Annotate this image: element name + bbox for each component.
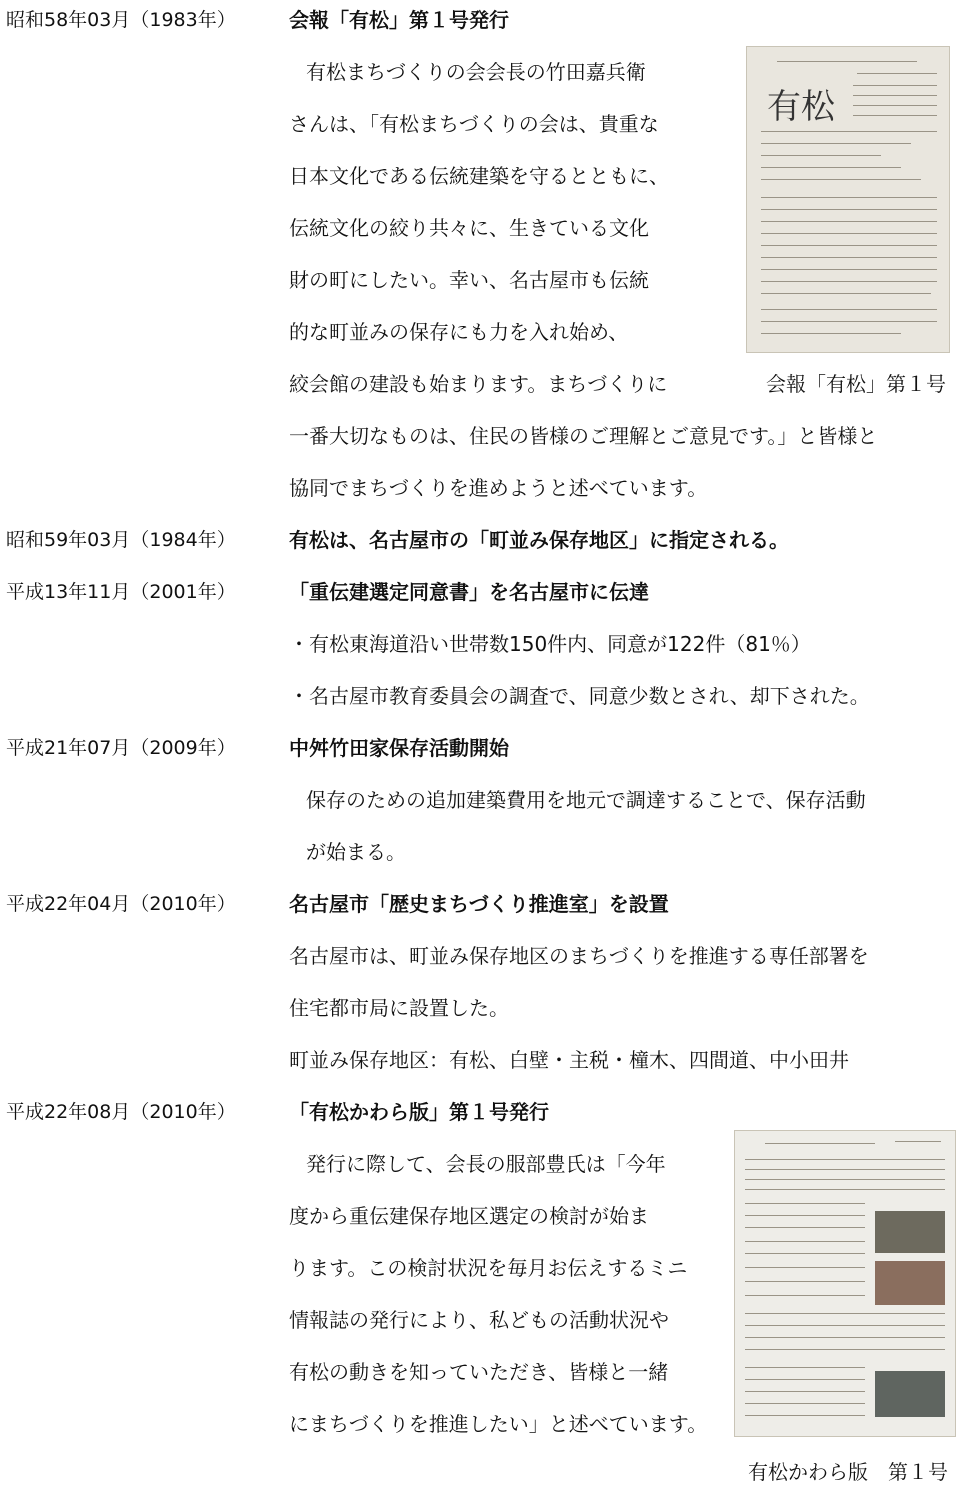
entry-text: ります。この検討状況を毎月お伝えするミニ	[289, 1256, 688, 1280]
entry-text: 財の町にしたい。幸い、名古屋市も伝統	[289, 268, 649, 292]
entry-text: 発行に際して、会長の服部豊氏は「今年	[306, 1152, 666, 1176]
entry-date: 平成13年11月（2001年）	[6, 581, 236, 603]
image-caption: 有松かわら版 第１号	[748, 1460, 948, 1484]
entry-text: ・有松東海道沿い世帯数150件内、同意が122件（81％）	[289, 632, 811, 656]
entry-text: 町並み保存地区：有松、白壁・主税・橦木、四間道、中小田井	[289, 1048, 849, 1072]
entry-date: 平成21年07月（2009年）	[6, 737, 236, 759]
entry-text: 名古屋市は、町並み保存地区のまちづくりを推進する専任部署を	[289, 944, 869, 968]
entry-text: 一番大切なものは、住民の皆様のご理解とご意見です。」と皆様と	[289, 424, 878, 448]
entry-heading: 会報「有松」第１号発行	[289, 8, 509, 32]
entry-text: 有松の動きを知っていただき、皆様と一緒	[289, 1360, 669, 1384]
entry-text: 住宅都市局に設置した。	[289, 996, 509, 1020]
entry-date: 平成22年04月（2010年）	[6, 893, 236, 915]
entry-text: 絞会館の建設も始まります。まちづくりに	[289, 372, 668, 396]
entry-date: 平成22年08月（2010年）	[6, 1101, 236, 1123]
newsletter-masthead: 有松	[767, 87, 835, 127]
entry-heading: 「有松かわら版」第１号発行	[289, 1100, 549, 1124]
entry-text: さんは、「有松まちづくりの会は、貴重な	[289, 112, 659, 136]
entry-date: 昭和59年03月（1984年）	[6, 529, 236, 551]
entry-text: 協同でまちづくりを進めようと述べています。	[289, 476, 708, 500]
entry-text: 的な町並みの保存にも力を入れ始め、	[289, 320, 629, 344]
entry-heading: 中舛竹田家保存活動開始	[289, 736, 509, 760]
image-caption: 会報「有松」第１号	[766, 372, 946, 396]
entry-heading: 有松は、名古屋市の「町並み保存地区」に指定される。	[289, 528, 789, 552]
entry-date: 昭和58年03月（1983年）	[6, 9, 236, 31]
entry-text: 保存のための追加建築費用を地元で調達することで、保存活動	[306, 788, 866, 812]
entry-text: 日本文化である伝統建築を守るとともに、	[289, 164, 669, 188]
entry-text: 有松まちづくりの会会長の竹田嘉兵衛	[306, 60, 646, 84]
kawaraban-newsletter-image	[734, 1130, 956, 1437]
entry-heading: 「重伝建選定同意書」を名古屋市に伝達	[289, 580, 649, 604]
entry-text: ・名古屋市教育委員会の調査で、同意少数とされ、却下された。	[289, 684, 870, 708]
entry-text: 情報誌の発行により、私どもの活動状況や	[289, 1308, 669, 1332]
entry-text: 伝統文化の絞り共々に、生きている文化	[289, 216, 649, 240]
entry-heading: 名古屋市「歴史まちづくり推進室」を設置	[289, 892, 669, 916]
entry-text: が始まる。	[306, 840, 406, 864]
newsletter-ariomatsu-image	[746, 46, 950, 353]
entry-text: にまちづくりを推進したい」と述べています。	[289, 1412, 708, 1436]
entry-text: 度から重伝建保存地区選定の検討が始ま	[289, 1204, 649, 1228]
